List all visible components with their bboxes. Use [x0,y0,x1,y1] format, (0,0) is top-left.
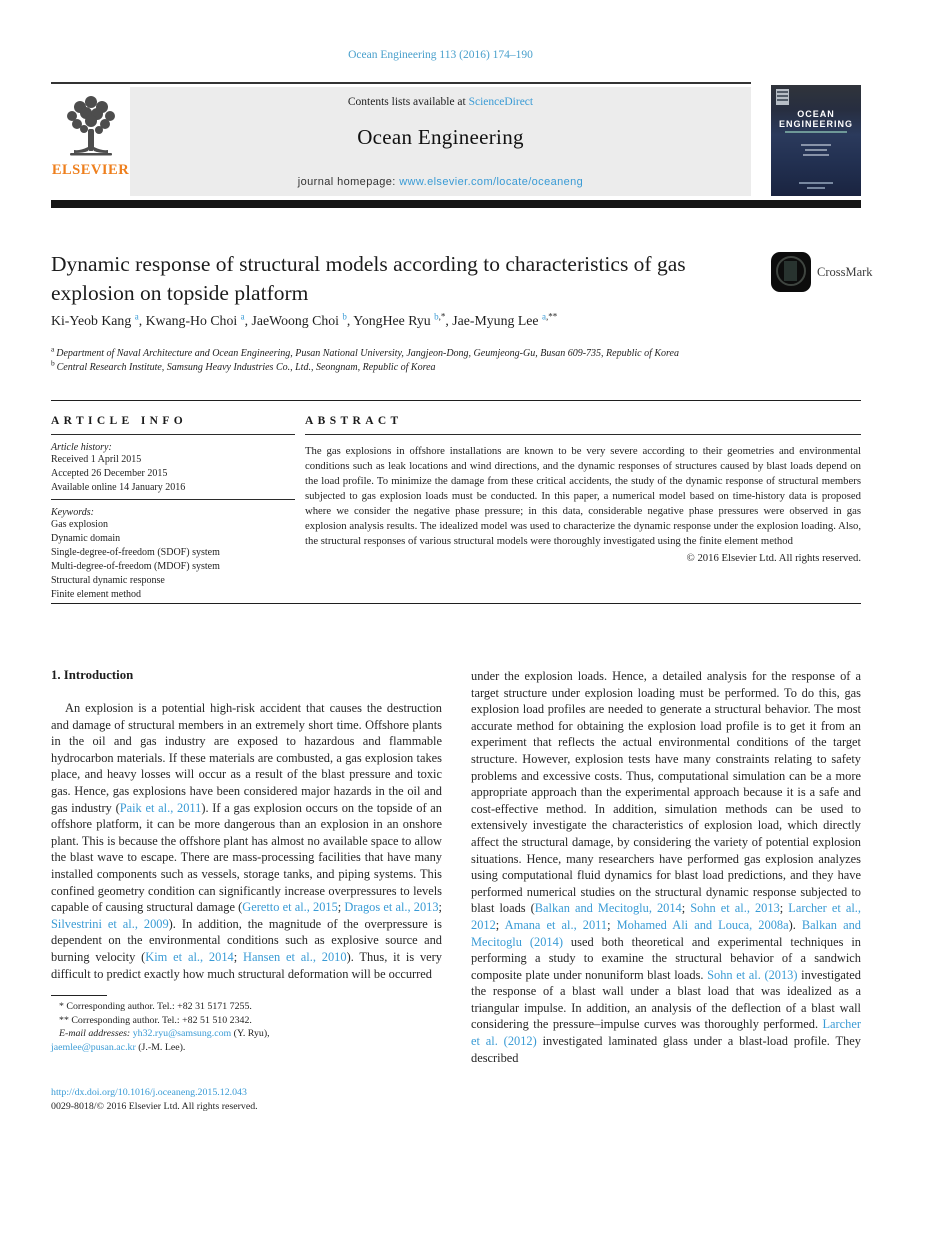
info-abstract-block [51,400,861,604]
intro-paragraph-left: An explosion is a potential high-risk accident that causes the destruction and damage of structural members in an extremely short time. Offshore plants in the oil and gas industry are exposed to hazardous and flammable hydrocarbon materials. If these materials are combusted, a gas explosion takes place, and heavy losses will occur as a result of the blast pressure and toxic gas. Hence, gas explosions have been considered major hazards in the oil and gas industry (Paik et al., 2011). If a gas explosion occurs on the topside of an offshore platform, it can be more dangerous than an explosion in an onshore plant. This is because the offshore plant has almost no available space to allow the blast wave to escape. There are mass-processing facilities that have many installed components such as vessels, storage tanks, and piping systems. This confined geometry condition can significantly increase overpressures to levels capable of causing structural damage (Geretto et al., 2015; Dragos et al., 2013; Silvestrini et al., 2009). In addition, the magnitude of the overpressure is dependent on the environmental conditions such as explosive source and burning velocity (Kim et al., 2014; Hansen et al., 2010). Thus, it is very difficult to predict exactly how much structural deformation will be occurred [51,701,443,981]
citation-link[interactable]: Sohn et al., 2013 [690,901,780,916]
section-heading-introduction: 1. Introduction [51,668,134,682]
body-right-column [471,668,861,1066]
footnote-emails-1: E-mail addresses: yh32.ryu@samsung.com (Y. Ryu), [59,1028,270,1040]
sciencedirect-link[interactable]: ScienceDirect [468,96,534,108]
crossmark-label: CrossMark [817,265,873,279]
citation-link[interactable]: b [342,311,347,322]
abstract-copyright: © 2016 Elsevier Ltd. All rights reserved. [686,551,861,564]
citation-link[interactable]: jaemlee@pusan.ac.kr [51,1042,136,1054]
citation-link[interactable]: Balkan and Mecitoglu (2014) [471,917,861,949]
article-info-heading: ARTICLE INFO [51,415,188,427]
history-item: Received 1 April 2015 [51,454,142,466]
citation-link[interactable]: Sohn et al. (2013) [707,967,798,982]
footnote-rule [51,995,107,996]
journal-header [51,87,751,196]
citation-link[interactable]: Balkan and Mecitoglu, 2014 [534,901,682,916]
keyword-item: Gas explosion [51,519,108,531]
citation-link[interactable]: a [541,311,546,322]
cover-info-box [776,89,789,105]
header-black-bar [51,200,861,208]
citation-link[interactable]: a [240,311,245,322]
journal-citation-link[interactable]: Ocean Engineering 113 (2016) 174–190 [348,49,533,61]
author-line: Ki-Yeob Kang $^a$, Kwang-Ho Choi $^a$, JaeWoong Choi $^b$, YongHee Ryu $^{b,*}$, Jae-Myung Lee $^{a,**}$ [51,311,558,328]
divider [51,499,295,500]
cover-subtitle-bar [785,131,847,133]
keyword-item: Multi-degree-of-freedom (MDOF) system [51,561,220,573]
footnote-emails-2: jaemlee@pusan.ac.kr (J.-M. Lee). [51,1042,186,1054]
journal-title: Ocean Engineering [357,125,524,149]
citation-link[interactable]: Geretto et al., 2015 [242,900,338,915]
affiliations [51,344,841,374]
citation-link[interactable]: Mohamed Ali and Louca, 2008a [616,917,789,932]
crossmark-icon [771,252,811,292]
doi-link[interactable]: http://dx.doi.org/10.1016/j.oceaneng.2015.12.043 [51,1086,247,1098]
citation-link[interactable]: Larcher et al. (2012) [471,1017,861,1049]
keywords-label: Keywords: [51,507,94,519]
history-item: Accepted 26 December 2015 [51,468,168,480]
affiliation-a: $^a$ Department of Naval Architecture and Ocean Engineering, Pusan National University, Jangjeon-Dong, Geumjeong-Gu, Busan 609-735, Republic of Korea [51,344,679,359]
footnote-corresponding-2: ** Corresponding author. Tel.: +82 51 510 2342. [59,1014,252,1026]
journal-cover-thumbnail[interactable] [771,85,861,196]
history-label: Article history: [51,442,112,454]
intro-paragraph-right: under the explosion loads. Hence, a detailed analysis for the response of a target structure under explosion loading must be performed. To do this, gas explosion load profiles are needed to generate a structural behavior. The most accurate method for obtaining the explosion load profile is to get it from an experiment that reflects the actual environmental conditions of the target structure. However, explosion tests have many constraints relating to safety problems and excessive costs. Thus, computational simulation can be a more appropriate approach than the experimental approach because it is a safe and cost-effective method. In addition, simulation methods can be used to extensively investigate the characteristics of explosion load, which directly affect the structural damage, by considering the variety of potential explosion situations. Hence, many researchers have performed gas explosion analyzes using computational fluid dynamics for blast load predictions, and they have performed numerical studies on the structural dynamic response subjected to blast loads (Balkan and Mecitoglu, 2014; Sohn et al., 2013; Larcher et al., 2012; Amana et al., 2011; Mohamed Ali and Louca, 2008a). Balkan and Mecitoglu (2014) used both theoretical and experimental techniques in performing a study to examine the structural behavior of a sandwich composite plate under nonuniform blast loads. Sohn et al. (2013) investigated the response of a blast wall under a blast load that was idealized as a triangular impulse. In addition, an analysis of the deflection of a blast wall considering the pressure–impulse curves was thoroughly performed. Larcher et al. (2012) investigated laminated glass under a blast-load profile. They described [471,669,862,1065]
issn-copyright-line: 0029-8018/© 2016 Elsevier Ltd. All rights reserved. [51,1100,258,1112]
body-left-column [51,668,442,1114]
citation-link[interactable]: Amana et al., 2011 [504,917,608,932]
elsevier-tree-icon [60,89,122,161]
top-divider [51,82,751,84]
cover-title: OCEAN ENGINEERING [778,109,853,129]
citation-link[interactable]: Paik et al., 2011 [119,800,202,815]
citation-link[interactable]: a [134,311,139,322]
citation-link[interactable]: Silvestrini et al., 2009 [51,916,169,931]
keyword-item: Structural dynamic response [51,575,165,587]
journal-banner [130,87,751,196]
doi-block [51,1086,442,1114]
citation-link[interactable]: b [434,311,439,322]
article-title: Dynamic response of structural models according to characteristics of gas explosion on topside platform [51,252,686,305]
contents-line: Contents lists available at ScienceDirect [347,96,534,108]
citation-link[interactable]: Larcher et al., 2012 [471,901,861,932]
affiliation-b: $^b$ Central Research Institute, Samsung Heavy Industries Co., Ltd., Seongnam, Republic of Korea [51,358,436,373]
citation-link[interactable]: Kim et al., 2014 [145,949,234,964]
article-info-column [51,401,295,603]
abstract-column [305,401,861,603]
cover-footer-lines [771,179,861,189]
history-list [51,453,295,495]
keyword-item: Finite element method [51,589,141,601]
keyword-item: Dynamic domain [51,533,121,545]
abstract-heading: ABSTRACT [305,415,403,427]
citation-link[interactable]: Hansen et al., 2010 [243,949,347,964]
keywords-list [51,518,295,602]
history-item: Available online 14 January 2016 [51,482,186,494]
keyword-item: Single-degree-of-freedom (SDOF) system [51,547,220,559]
footnotes [51,1000,442,1054]
abstract-text: The gas explosions in offshore installations are known to be very severe according to their geometries and environmental conditions such as leak locations and wind directions, and the dynamic responses of structures caused by blast loads depend on the load profile. To minimize the damage from these critical accidents, the study of the dynamic response of structural members subjected to gas explosion loads must be conducted. In this paper, a numerical model based on time-history data is proposed where we consider the negative phase pressure; in this data, considerable negative phase pressures were observed in gas explosion analysis results. The idealized model was used to characterize the dynamic response under the explosion loading. Also, the structural responses of various structural models were thoroughly investigated using the finite element method [305,445,861,547]
citation-link[interactable]: Dragos et al., 2013 [344,900,439,915]
cover-editor-lines [771,141,861,156]
citation-link[interactable]: yh32.ryu@samsung.com [132,1028,232,1040]
footnote-corresponding-1: * Corresponding author. Tel.: +82 31 5171 7255. [59,1001,252,1013]
elsevier-logo[interactable] [51,87,130,196]
journal-homepage-link[interactable]: www.elsevier.com/locate/oceaneng [399,176,584,188]
crossmark-badge[interactable] [771,252,891,294]
homepage-line: journal homepage: www.elsevier.com/locate/oceaneng [297,176,584,188]
divider [51,434,295,435]
divider [305,434,861,435]
elsevier-wordmark: ELSEVIER [51,162,130,178]
